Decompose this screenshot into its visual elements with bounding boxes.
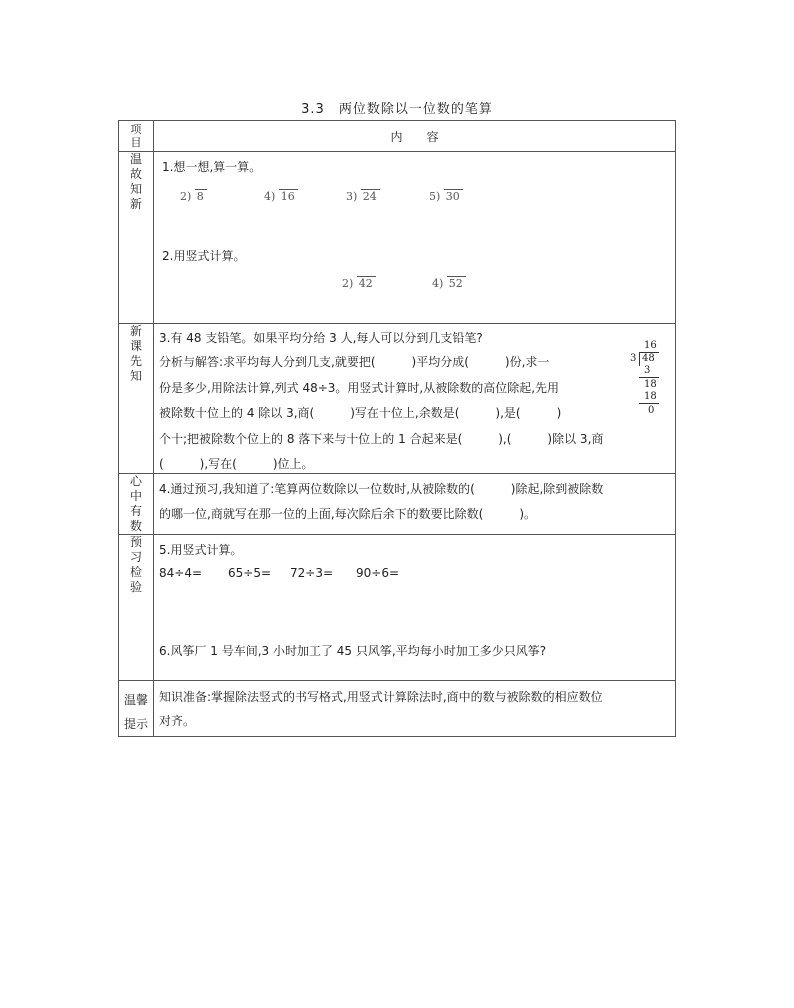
calc-item: 84÷4= <box>159 566 203 580</box>
check-q5: 5.用竖式计算。 <box>159 543 243 557</box>
page-title: 3.3 两位数除以一位数的笔算 <box>301 102 493 117</box>
step-line <box>639 377 659 378</box>
tip-label-line1: 温馨 <box>123 693 148 707</box>
step-product: 3 <box>644 365 651 376</box>
review-label-cell <box>119 152 154 324</box>
tip-line: 对齐。 <box>159 714 196 728</box>
preview-line: 被除数十位上的 4 除以 3,商( )写在十位上,余数是( ),是( ) <box>159 406 562 420</box>
step-product: 18 <box>644 391 657 402</box>
long-division-item: 3) 24 <box>346 189 380 203</box>
calc-item: 90÷6= <box>356 566 400 580</box>
divisor: 3 <box>630 353 637 364</box>
check-q6: 6.风筝厂 1 号车间,3 小时加工了 45 只风筝,平均每小时加工多少只风筝? <box>159 644 547 658</box>
division-bracket <box>639 352 640 366</box>
long-division-item: 4) 16 <box>264 189 298 203</box>
review-q2: 2.用竖式计算。 <box>162 249 246 263</box>
calc-item: 72÷3= <box>290 566 334 580</box>
dividend: 48 <box>642 353 655 364</box>
long-division-example <box>630 340 670 420</box>
mind-line: 的哪一位,商就写在那一位的上面,每次除后余下的数要比除数( )。 <box>159 507 536 521</box>
long-division-item: 2) 42 <box>342 276 376 290</box>
review-content <box>154 152 676 324</box>
check-label-cell <box>119 535 154 681</box>
tip-content <box>154 681 676 737</box>
long-division-item: 4) 52 <box>432 276 466 290</box>
step-carry: 18 <box>644 379 657 390</box>
preview-label-cell <box>119 324 154 474</box>
preview-label: 新课先知 <box>129 324 142 383</box>
preview-content <box>154 324 676 474</box>
header-content-label: 内 容 <box>390 129 439 144</box>
step-line <box>639 403 659 404</box>
mind-label-cell <box>119 474 154 535</box>
check-label: 预习检验 <box>129 535 142 594</box>
long-division-item: 5) 30 <box>429 189 463 203</box>
review-label: 温故知新 <box>129 152 142 211</box>
review-q1: 1.想一想,算一算。 <box>162 160 262 174</box>
preview-line: ( ),写在( )位上。 <box>159 457 314 471</box>
quotient: 16 <box>644 340 657 351</box>
header-content-cell <box>154 121 676 152</box>
preview-line: 份是多少,用除法计算,列式 48÷3。用竖式计算时,从被除数的高位除起,先用 <box>159 381 560 395</box>
mind-line: 4.通过预习,我知道了:笔算两位数除以一位数时,从被除数的( )除起,除到被除数 <box>159 482 604 496</box>
preview-line: 个十;把被除数个位上的 8 落下来与十位上的 1 合起来是( ),( )除以 3,商 <box>159 432 604 446</box>
tip-line: 知识准备:掌握除法竖式的书写格式,用竖式计算除法时,商中的数与被除数的相应数位 <box>159 690 603 704</box>
tip-label-cell <box>119 681 154 737</box>
check-content <box>154 535 676 681</box>
header-item-cell <box>119 121 154 152</box>
preview-line: 3.有 48 支铅笔。如果平均分给 3 人,每人可以分到几支铅笔? <box>159 331 483 345</box>
long-division-item: 2) 8 <box>180 189 207 203</box>
remainder: 0 <box>648 405 655 416</box>
calc-item: 65÷5= <box>228 566 272 580</box>
header-item-label: 项目 <box>130 123 142 149</box>
preview-line: 分析与解答:求平均每人分到几支,就要把( )平均分成( )份,求一 <box>159 355 550 369</box>
mind-content <box>154 474 676 535</box>
mind-label: 心中有数 <box>129 474 142 533</box>
tip-label-line2: 提示 <box>123 717 148 731</box>
lesson-table <box>118 120 676 737</box>
